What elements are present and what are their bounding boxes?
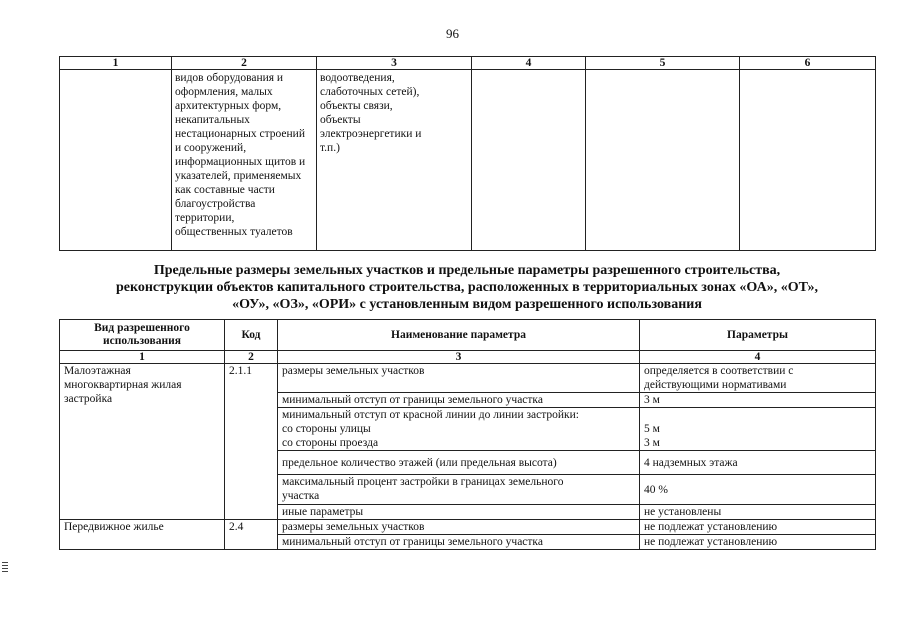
parameters-table: [59, 319, 876, 550]
param-value-cell: не установлены: [640, 505, 876, 520]
cell-6: [740, 70, 876, 251]
param-value-cell: 40 %: [640, 475, 876, 505]
param-name-cell: иные параметры: [278, 505, 640, 520]
section-title: Предельные размеры земельных участков и предельные параметры разрешенного строительства, реконструкции объектов капитального строительства, расположенных в территориальных зонах «ОА», «ОТ», «ОУ», «ОЗ», «ОРИ» с установленным видом разрешенного использования: [115, 263, 819, 312]
page-number: 96: [446, 26, 459, 41]
param-name-cell: минимальный отступ от красной линии до линии застройки: со стороны улицы со стороны проезда: [278, 408, 640, 451]
column-number: 2: [225, 351, 278, 364]
table-row: [60, 520, 876, 535]
param-name-cell: минимальный отступ от границы земельного участка: [278, 535, 640, 550]
param-name-cell: размеры земельных участков: [278, 364, 640, 393]
code-cell: 2.4: [225, 520, 278, 550]
param-value-cell: не подлежат установлению: [640, 535, 876, 550]
table-row: [60, 70, 876, 251]
column-number: 4: [472, 57, 586, 70]
code-cell: 2.1.1: [225, 364, 278, 520]
cell-3: водоотведения, слаботочных сетей), объекты связи, объекты электроэнергетики и т.п.): [317, 70, 472, 251]
param-value-cell: определяется в соответствии с действующими нормативами: [640, 364, 876, 393]
param-value-cell: 5 м 3 м: [640, 408, 876, 451]
use-type-cell: Передвижное жилье: [60, 520, 225, 550]
param-value-cell: 4 надземных этажа: [640, 451, 876, 475]
header-params: Параметры: [640, 320, 876, 351]
header-row: [60, 320, 876, 351]
param-name-cell: предельное количество этажей (или предельная высота): [278, 451, 640, 475]
param-name-cell: минимальный отступ от границы земельного участка: [278, 393, 640, 408]
column-number-row: [60, 351, 876, 364]
param-value-cell: 3 м: [640, 393, 876, 408]
header-use-type: Вид разрешенного использования: [60, 320, 225, 351]
column-number: 1: [60, 57, 172, 70]
column-number: 4: [640, 351, 876, 364]
scan-edge-marks: [2, 562, 8, 574]
table-row: [60, 364, 876, 393]
column-number-row: [60, 57, 876, 70]
column-number: 3: [278, 351, 640, 364]
column-number: 5: [586, 57, 740, 70]
param-name-cell: размеры земельных участков: [278, 520, 640, 535]
param-name-cell: максимальный процент застройки в границах земельного участка: [278, 475, 640, 505]
header-code: Код: [225, 320, 278, 351]
column-number: 6: [740, 57, 876, 70]
cell-5: [586, 70, 740, 251]
continued-table: [59, 56, 876, 251]
column-number: 2: [172, 57, 317, 70]
use-type-cell: Малоэтажная многоквартирная жилая застройка: [60, 364, 225, 520]
cell-2: видов оборудования и оформления, малых архитектурных форм, некапитальных нестационарных строений и сооружений, информационных щитов и указателей, применяемых как составные части благоустройства территории, общественных туалетов: [172, 70, 317, 251]
param-value-cell: не подлежат установлению: [640, 520, 876, 535]
column-number: 3: [317, 57, 472, 70]
header-param-name: Наименование параметра: [278, 320, 640, 351]
cell-1: [60, 70, 172, 251]
column-number: 1: [60, 351, 225, 364]
cell-4: [472, 70, 586, 251]
